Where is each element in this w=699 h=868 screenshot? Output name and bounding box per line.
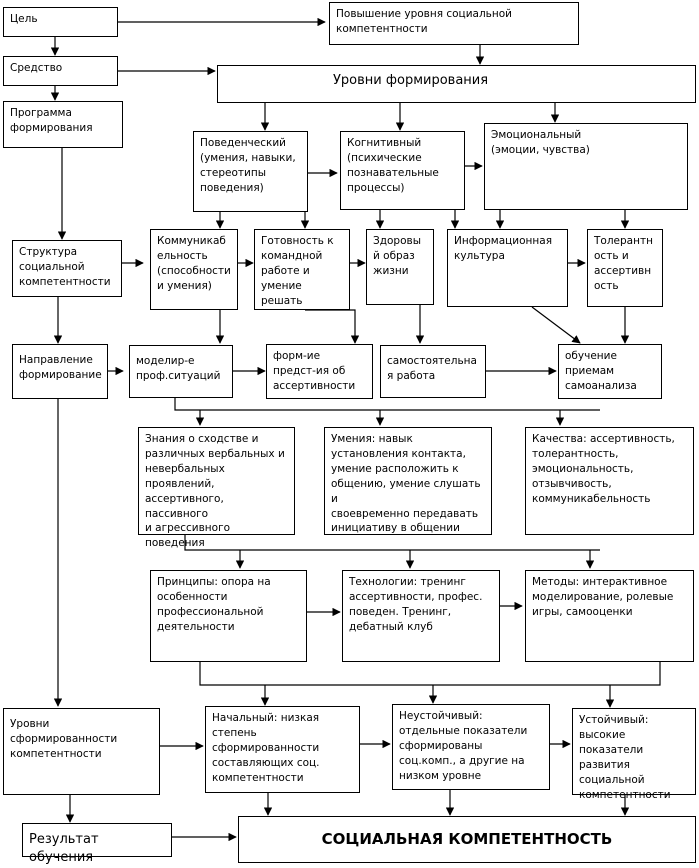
- info-culture-box: [447, 229, 568, 307]
- principles-label: Принципы: опора на особенности профессиональной деятельности: [157, 576, 271, 633]
- info-culture-label: Информационная культура: [454, 235, 553, 262]
- communicability-box: [150, 229, 238, 310]
- skills-box: [324, 427, 492, 535]
- knowledge-box: [138, 427, 295, 550]
- methods-label: Методы: интерактивное моделирование, ролевые игры, самооценки: [532, 576, 674, 618]
- skills-label: Умения: навык установления контакта, умение расположить к общению, умение слушать и своевременно передавать инициативу в общении: [331, 433, 481, 535]
- tolerance-label: Толерантн ость и ассертивн ость: [594, 235, 653, 292]
- initial-level-label: Начальный: низкая степень сформированности составляющих соц. компетентности: [212, 712, 320, 784]
- qualities-label: Качества: ассертивность, толерантность, эмоциональность, отзывчивость, коммуникабельность: [532, 433, 675, 505]
- teamwork-box: [254, 229, 350, 310]
- direction-box: [12, 344, 108, 399]
- social-competence-box: [238, 816, 696, 863]
- program-box: [3, 101, 123, 148]
- stable-level-box: [572, 708, 696, 801]
- behavioral-box: [193, 131, 308, 212]
- emotional-label: Эмоциональный (эмоции, чувства): [491, 129, 590, 156]
- result-label: Результат обучения: [29, 832, 99, 866]
- tolerance-box: [587, 229, 663, 307]
- cognitive-box: [340, 131, 465, 210]
- goal-box: [3, 7, 118, 37]
- social-competence-label: СОЦИАЛЬНАЯ КОМПЕТЕНТНОСТЬ: [321, 830, 613, 848]
- levels-formed-box: [3, 708, 160, 795]
- levels-formation-box: [217, 65, 696, 103]
- structure-label: Структура социальной компетентности: [19, 246, 111, 288]
- behavioral-label: Поведенческий (умения, навыки, стереотипы поведения): [200, 137, 296, 194]
- technologies-box: [342, 570, 500, 662]
- modeling-label: моделир-е проф.ситуаций: [136, 355, 221, 382]
- program-label: Программа формирования: [10, 107, 93, 134]
- modeling-box: [129, 345, 233, 398]
- communicability-label: Коммуникаб ельность (способности и умения): [157, 235, 231, 292]
- assertive-ideas-box: [266, 344, 373, 399]
- healthy-lifestyle-box: [366, 229, 434, 305]
- result-box: [22, 823, 172, 866]
- technologies-label: Технологии: тренинг ассертивности, профес. поведен. Тренинг, дебатный клуб: [349, 576, 483, 633]
- goal-label: Цель: [10, 13, 38, 25]
- teamwork-label: Готовность к командной работе и умение решать: [261, 235, 334, 307]
- means-box: [3, 56, 118, 86]
- goal-text-label: Повышение уровня социальной компетентности: [336, 8, 512, 35]
- methods-box: [525, 570, 694, 662]
- structure-box: [12, 240, 122, 297]
- direction-label: Направление формирование: [19, 354, 102, 381]
- cognitive-label: Когнитивный (психические познавательные процессы): [347, 137, 439, 194]
- levels-formation-label: Уровни формирования: [333, 73, 489, 88]
- means-label: Средство: [10, 62, 63, 74]
- independent-work-box: [380, 345, 486, 398]
- goal-text-box: [329, 2, 579, 45]
- unstable-level-label: Неустойчивый: отдельные показатели сформированы соц.комп., а другие на низком уровне: [399, 710, 528, 782]
- levels-formed-label: Уровни сформированности компетентности: [10, 718, 118, 760]
- unstable-level-box: [392, 704, 550, 790]
- assertive-ideas-label: форм-ие предст-ия об ассертивности: [273, 350, 356, 392]
- self-analysis-box: [558, 344, 662, 399]
- healthy-lifestyle-label: Здоровы й образ жизни: [373, 235, 421, 277]
- independent-work-label: самостоятельна я работа: [387, 355, 477, 382]
- stable-level-label: Устойчивый: высокие показатели развития социальной компетентности: [579, 714, 671, 801]
- initial-level-box: [205, 706, 360, 793]
- emotional-box: [484, 123, 688, 210]
- knowledge-label: Знания о сходстве и различных вербальных и невербальных проявлений, ассертивного, пассивного и агрессивного поведения: [145, 433, 285, 550]
- qualities-box: [525, 427, 694, 535]
- self-analysis-label: обучение приемам самоанализа: [565, 350, 637, 392]
- principles-box: [150, 570, 307, 662]
